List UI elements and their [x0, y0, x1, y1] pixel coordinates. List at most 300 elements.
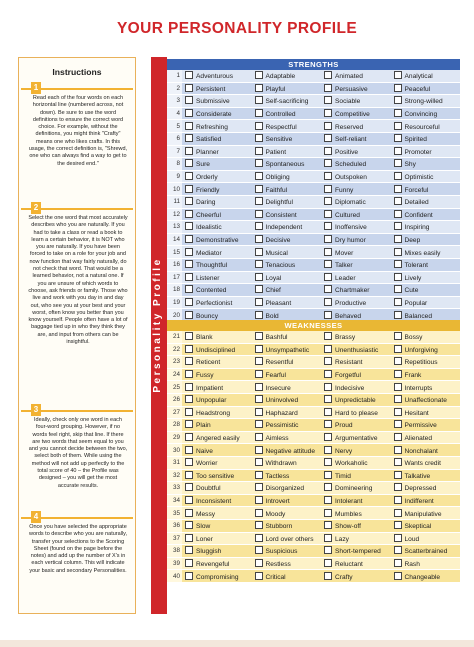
word-option[interactable] — [321, 221, 391, 234]
checkbox[interactable] — [185, 395, 193, 403]
checkbox[interactable] — [324, 433, 332, 441]
checkbox[interactable] — [394, 433, 402, 441]
checkbox[interactable] — [394, 172, 402, 180]
word-option[interactable] — [252, 221, 322, 234]
word-option[interactable] — [252, 284, 322, 297]
checkbox[interactable] — [255, 332, 263, 340]
word-option[interactable] — [391, 132, 461, 145]
word-option[interactable] — [182, 469, 252, 482]
checkbox[interactable] — [255, 185, 263, 193]
checkbox[interactable] — [324, 446, 332, 454]
word-option[interactable] — [321, 494, 391, 507]
checkbox[interactable] — [324, 96, 332, 104]
checkbox[interactable] — [394, 357, 402, 365]
checkbox[interactable] — [185, 408, 193, 416]
word-option[interactable] — [321, 233, 391, 246]
checkbox[interactable] — [324, 496, 332, 504]
checkbox[interactable] — [394, 122, 402, 130]
word-option[interactable] — [391, 406, 461, 419]
word-option[interactable] — [391, 532, 461, 545]
word-option[interactable] — [321, 170, 391, 183]
word-option[interactable] — [391, 482, 461, 495]
checkbox[interactable] — [255, 458, 263, 466]
checkbox[interactable] — [324, 458, 332, 466]
checkbox[interactable] — [324, 383, 332, 391]
checkbox[interactable] — [185, 248, 193, 256]
word-option[interactable] — [321, 120, 391, 133]
word-option[interactable] — [391, 456, 461, 469]
word-option[interactable] — [391, 469, 461, 482]
checkbox[interactable] — [255, 496, 263, 504]
word-option[interactable] — [321, 570, 391, 583]
checkbox[interactable] — [185, 458, 193, 466]
word-option[interactable] — [391, 170, 461, 183]
word-option[interactable] — [252, 406, 322, 419]
checkbox[interactable] — [394, 572, 402, 580]
word-option[interactable] — [321, 519, 391, 532]
checkbox[interactable] — [394, 420, 402, 428]
word-option[interactable] — [252, 419, 322, 432]
word-option[interactable] — [182, 406, 252, 419]
word-option[interactable] — [321, 331, 391, 343]
word-option[interactable] — [391, 145, 461, 158]
word-option[interactable] — [252, 158, 322, 171]
checkbox[interactable] — [394, 458, 402, 466]
word-option[interactable] — [391, 195, 461, 208]
word-option[interactable] — [391, 368, 461, 381]
checkbox[interactable] — [324, 285, 332, 293]
checkbox[interactable] — [394, 185, 402, 193]
checkbox[interactable] — [255, 122, 263, 130]
word-option[interactable] — [182, 221, 252, 234]
word-option[interactable] — [321, 431, 391, 444]
word-option[interactable] — [182, 195, 252, 208]
word-option[interactable] — [252, 170, 322, 183]
word-option[interactable] — [391, 158, 461, 171]
word-option[interactable] — [321, 356, 391, 369]
checkbox[interactable] — [394, 210, 402, 218]
word-option[interactable] — [182, 132, 252, 145]
word-option[interactable] — [182, 570, 252, 583]
checkbox[interactable] — [394, 285, 402, 293]
checkbox[interactable] — [394, 71, 402, 79]
checkbox[interactable] — [185, 370, 193, 378]
word-option[interactable] — [252, 107, 322, 120]
checkbox[interactable] — [324, 210, 332, 218]
word-option[interactable] — [321, 82, 391, 95]
word-option[interactable] — [252, 331, 322, 343]
checkbox[interactable] — [185, 496, 193, 504]
word-option[interactable] — [391, 95, 461, 108]
word-option[interactable] — [252, 507, 322, 520]
checkbox[interactable] — [255, 222, 263, 230]
checkbox[interactable] — [255, 172, 263, 180]
word-option[interactable] — [182, 507, 252, 520]
word-option[interactable] — [182, 82, 252, 95]
checkbox[interactable] — [255, 235, 263, 243]
word-option[interactable] — [252, 532, 322, 545]
checkbox[interactable] — [255, 260, 263, 268]
checkbox[interactable] — [324, 172, 332, 180]
word-option[interactable] — [182, 519, 252, 532]
checkbox[interactable] — [394, 222, 402, 230]
checkbox[interactable] — [185, 483, 193, 491]
checkbox[interactable] — [324, 311, 332, 319]
word-option[interactable] — [321, 406, 391, 419]
word-option[interactable] — [391, 494, 461, 507]
checkbox[interactable] — [185, 210, 193, 218]
checkbox[interactable] — [185, 521, 193, 529]
checkbox[interactable] — [255, 357, 263, 365]
checkbox[interactable] — [255, 210, 263, 218]
word-option[interactable] — [252, 296, 322, 309]
word-option[interactable] — [182, 368, 252, 381]
word-option[interactable] — [182, 284, 252, 297]
word-option[interactable] — [391, 208, 461, 221]
checkbox[interactable] — [324, 122, 332, 130]
checkbox[interactable] — [324, 345, 332, 353]
checkbox[interactable] — [324, 298, 332, 306]
word-option[interactable] — [182, 95, 252, 108]
word-option[interactable] — [391, 519, 461, 532]
word-option[interactable] — [182, 233, 252, 246]
checkbox[interactable] — [185, 185, 193, 193]
word-option[interactable] — [391, 271, 461, 284]
checkbox[interactable] — [255, 159, 263, 167]
word-option[interactable] — [182, 208, 252, 221]
checkbox[interactable] — [324, 471, 332, 479]
word-option[interactable] — [391, 381, 461, 394]
checkbox[interactable] — [185, 222, 193, 230]
checkbox[interactable] — [324, 185, 332, 193]
word-option[interactable] — [182, 246, 252, 259]
checkbox[interactable] — [394, 298, 402, 306]
word-option[interactable] — [252, 233, 322, 246]
word-option[interactable] — [321, 258, 391, 271]
word-option[interactable] — [391, 296, 461, 309]
checkbox[interactable] — [394, 395, 402, 403]
checkbox[interactable] — [394, 534, 402, 542]
word-option[interactable] — [182, 183, 252, 196]
word-option[interactable] — [391, 570, 461, 583]
word-option[interactable] — [252, 482, 322, 495]
word-option[interactable] — [182, 258, 252, 271]
checkbox[interactable] — [324, 71, 332, 79]
word-option[interactable] — [321, 419, 391, 432]
checkbox[interactable] — [324, 134, 332, 142]
checkbox[interactable] — [324, 260, 332, 268]
word-option[interactable] — [182, 107, 252, 120]
checkbox[interactable] — [255, 420, 263, 428]
word-option[interactable] — [182, 331, 252, 343]
checkbox[interactable] — [324, 509, 332, 517]
checkbox[interactable] — [255, 433, 263, 441]
checkbox[interactable] — [185, 285, 193, 293]
checkbox[interactable] — [324, 534, 332, 542]
checkbox[interactable] — [185, 159, 193, 167]
word-option[interactable] — [252, 368, 322, 381]
word-option[interactable] — [321, 456, 391, 469]
checkbox[interactable] — [394, 260, 402, 268]
checkbox[interactable] — [394, 159, 402, 167]
word-option[interactable] — [252, 456, 322, 469]
checkbox[interactable] — [394, 471, 402, 479]
word-option[interactable] — [321, 95, 391, 108]
checkbox[interactable] — [324, 357, 332, 365]
checkbox[interactable] — [394, 370, 402, 378]
checkbox[interactable] — [255, 408, 263, 416]
checkbox[interactable] — [255, 509, 263, 517]
checkbox[interactable] — [185, 420, 193, 428]
word-option[interactable] — [182, 419, 252, 432]
checkbox[interactable] — [185, 559, 193, 567]
word-option[interactable] — [391, 82, 461, 95]
checkbox[interactable] — [255, 345, 263, 353]
word-option[interactable] — [252, 519, 322, 532]
word-option[interactable] — [182, 444, 252, 457]
checkbox[interactable] — [324, 420, 332, 428]
checkbox[interactable] — [394, 483, 402, 491]
checkbox[interactable] — [185, 446, 193, 454]
word-option[interactable] — [252, 393, 322, 406]
word-option[interactable] — [182, 356, 252, 369]
checkbox[interactable] — [255, 572, 263, 580]
word-option[interactable] — [391, 246, 461, 259]
word-option[interactable] — [182, 532, 252, 545]
checkbox[interactable] — [394, 496, 402, 504]
checkbox[interactable] — [185, 572, 193, 580]
word-option[interactable] — [321, 296, 391, 309]
checkbox[interactable] — [185, 433, 193, 441]
checkbox[interactable] — [324, 521, 332, 529]
checkbox[interactable] — [185, 509, 193, 517]
word-option[interactable] — [321, 444, 391, 457]
checkbox[interactable] — [185, 235, 193, 243]
checkbox[interactable] — [185, 197, 193, 205]
word-option[interactable] — [321, 507, 391, 520]
word-option[interactable] — [391, 545, 461, 558]
word-option[interactable] — [182, 431, 252, 444]
checkbox[interactable] — [255, 197, 263, 205]
word-option[interactable] — [182, 70, 252, 82]
word-option[interactable] — [252, 356, 322, 369]
checkbox[interactable] — [255, 96, 263, 104]
word-option[interactable] — [321, 482, 391, 495]
word-option[interactable] — [252, 343, 322, 356]
word-option[interactable] — [391, 444, 461, 457]
word-option[interactable] — [252, 469, 322, 482]
word-option[interactable] — [182, 271, 252, 284]
checkbox[interactable] — [394, 311, 402, 319]
checkbox[interactable] — [185, 332, 193, 340]
checkbox[interactable] — [324, 546, 332, 554]
checkbox[interactable] — [324, 395, 332, 403]
word-option[interactable] — [182, 170, 252, 183]
checkbox[interactable] — [255, 395, 263, 403]
checkbox[interactable] — [394, 248, 402, 256]
word-option[interactable] — [321, 393, 391, 406]
word-option[interactable] — [321, 284, 391, 297]
checkbox[interactable] — [255, 370, 263, 378]
checkbox[interactable] — [255, 311, 263, 319]
checkbox[interactable] — [255, 534, 263, 542]
word-option[interactable] — [252, 120, 322, 133]
word-option[interactable] — [321, 271, 391, 284]
checkbox[interactable] — [185, 311, 193, 319]
checkbox[interactable] — [185, 147, 193, 155]
checkbox[interactable] — [324, 559, 332, 567]
word-option[interactable] — [391, 419, 461, 432]
word-option[interactable] — [391, 431, 461, 444]
checkbox[interactable] — [324, 370, 332, 378]
checkbox[interactable] — [324, 572, 332, 580]
checkbox[interactable] — [185, 357, 193, 365]
word-option[interactable] — [182, 296, 252, 309]
word-option[interactable] — [321, 557, 391, 570]
checkbox[interactable] — [394, 383, 402, 391]
checkbox[interactable] — [394, 546, 402, 554]
word-option[interactable] — [391, 221, 461, 234]
word-option[interactable] — [321, 70, 391, 82]
checkbox[interactable] — [255, 471, 263, 479]
checkbox[interactable] — [324, 273, 332, 281]
word-option[interactable] — [321, 246, 391, 259]
checkbox[interactable] — [255, 248, 263, 256]
word-option[interactable] — [321, 158, 391, 171]
word-option[interactable] — [321, 183, 391, 196]
word-option[interactable] — [321, 545, 391, 558]
word-option[interactable] — [252, 95, 322, 108]
word-option[interactable] — [391, 557, 461, 570]
word-option[interactable] — [321, 469, 391, 482]
word-option[interactable] — [252, 545, 322, 558]
word-option[interactable] — [252, 381, 322, 394]
word-option[interactable] — [391, 258, 461, 271]
word-option[interactable] — [252, 208, 322, 221]
checkbox[interactable] — [394, 446, 402, 454]
word-option[interactable] — [321, 195, 391, 208]
checkbox[interactable] — [185, 96, 193, 104]
checkbox[interactable] — [255, 285, 263, 293]
checkbox[interactable] — [185, 273, 193, 281]
word-option[interactable] — [252, 145, 322, 158]
word-option[interactable] — [391, 284, 461, 297]
checkbox[interactable] — [394, 147, 402, 155]
word-option[interactable] — [182, 145, 252, 158]
checkbox[interactable] — [185, 172, 193, 180]
word-option[interactable] — [182, 545, 252, 558]
checkbox[interactable] — [324, 147, 332, 155]
checkbox[interactable] — [255, 546, 263, 554]
word-option[interactable] — [252, 70, 322, 82]
word-option[interactable] — [182, 158, 252, 171]
checkbox[interactable] — [185, 109, 193, 117]
word-option[interactable] — [391, 356, 461, 369]
word-option[interactable] — [391, 331, 461, 343]
checkbox[interactable] — [255, 383, 263, 391]
word-option[interactable] — [252, 82, 322, 95]
word-option[interactable] — [391, 107, 461, 120]
checkbox[interactable] — [394, 509, 402, 517]
checkbox[interactable] — [324, 248, 332, 256]
checkbox[interactable] — [255, 521, 263, 529]
checkbox[interactable] — [185, 122, 193, 130]
checkbox[interactable] — [324, 109, 332, 117]
word-option[interactable] — [321, 145, 391, 158]
checkbox[interactable] — [324, 159, 332, 167]
checkbox[interactable] — [324, 235, 332, 243]
word-option[interactable] — [391, 70, 461, 82]
word-option[interactable] — [252, 258, 322, 271]
word-option[interactable] — [182, 494, 252, 507]
word-option[interactable] — [252, 431, 322, 444]
word-option[interactable] — [391, 183, 461, 196]
checkbox[interactable] — [394, 109, 402, 117]
checkbox[interactable] — [324, 84, 332, 92]
checkbox[interactable] — [185, 471, 193, 479]
word-option[interactable] — [321, 368, 391, 381]
checkbox[interactable] — [185, 260, 193, 268]
checkbox[interactable] — [185, 546, 193, 554]
word-option[interactable] — [252, 271, 322, 284]
checkbox[interactable] — [185, 345, 193, 353]
word-option[interactable] — [182, 120, 252, 133]
checkbox[interactable] — [394, 408, 402, 416]
checkbox[interactable] — [185, 71, 193, 79]
checkbox[interactable] — [394, 235, 402, 243]
checkbox[interactable] — [255, 298, 263, 306]
word-option[interactable] — [321, 343, 391, 356]
word-option[interactable] — [252, 444, 322, 457]
checkbox[interactable] — [185, 84, 193, 92]
checkbox[interactable] — [185, 298, 193, 306]
word-option[interactable] — [252, 570, 322, 583]
word-option[interactable] — [252, 246, 322, 259]
checkbox[interactable] — [255, 483, 263, 491]
checkbox[interactable] — [185, 383, 193, 391]
checkbox[interactable] — [324, 197, 332, 205]
checkbox[interactable] — [394, 559, 402, 567]
checkbox[interactable] — [394, 134, 402, 142]
word-option[interactable] — [252, 494, 322, 507]
checkbox[interactable] — [394, 345, 402, 353]
checkbox[interactable] — [255, 446, 263, 454]
word-option[interactable] — [252, 557, 322, 570]
word-option[interactable] — [321, 208, 391, 221]
checkbox[interactable] — [255, 109, 263, 117]
checkbox[interactable] — [394, 96, 402, 104]
word-option[interactable] — [391, 233, 461, 246]
checkbox[interactable] — [255, 134, 263, 142]
checkbox[interactable] — [394, 197, 402, 205]
checkbox[interactable] — [394, 84, 402, 92]
word-option[interactable] — [252, 195, 322, 208]
checkbox[interactable] — [255, 559, 263, 567]
checkbox[interactable] — [324, 332, 332, 340]
checkbox[interactable] — [255, 147, 263, 155]
word-option[interactable] — [182, 393, 252, 406]
checkbox[interactable] — [324, 222, 332, 230]
checkbox[interactable] — [255, 71, 263, 79]
checkbox[interactable] — [255, 84, 263, 92]
checkbox[interactable] — [394, 273, 402, 281]
word-option[interactable] — [321, 381, 391, 394]
checkbox[interactable] — [185, 534, 193, 542]
word-option[interactable] — [182, 456, 252, 469]
word-option[interactable] — [182, 343, 252, 356]
checkbox[interactable] — [324, 483, 332, 491]
checkbox[interactable] — [394, 332, 402, 340]
